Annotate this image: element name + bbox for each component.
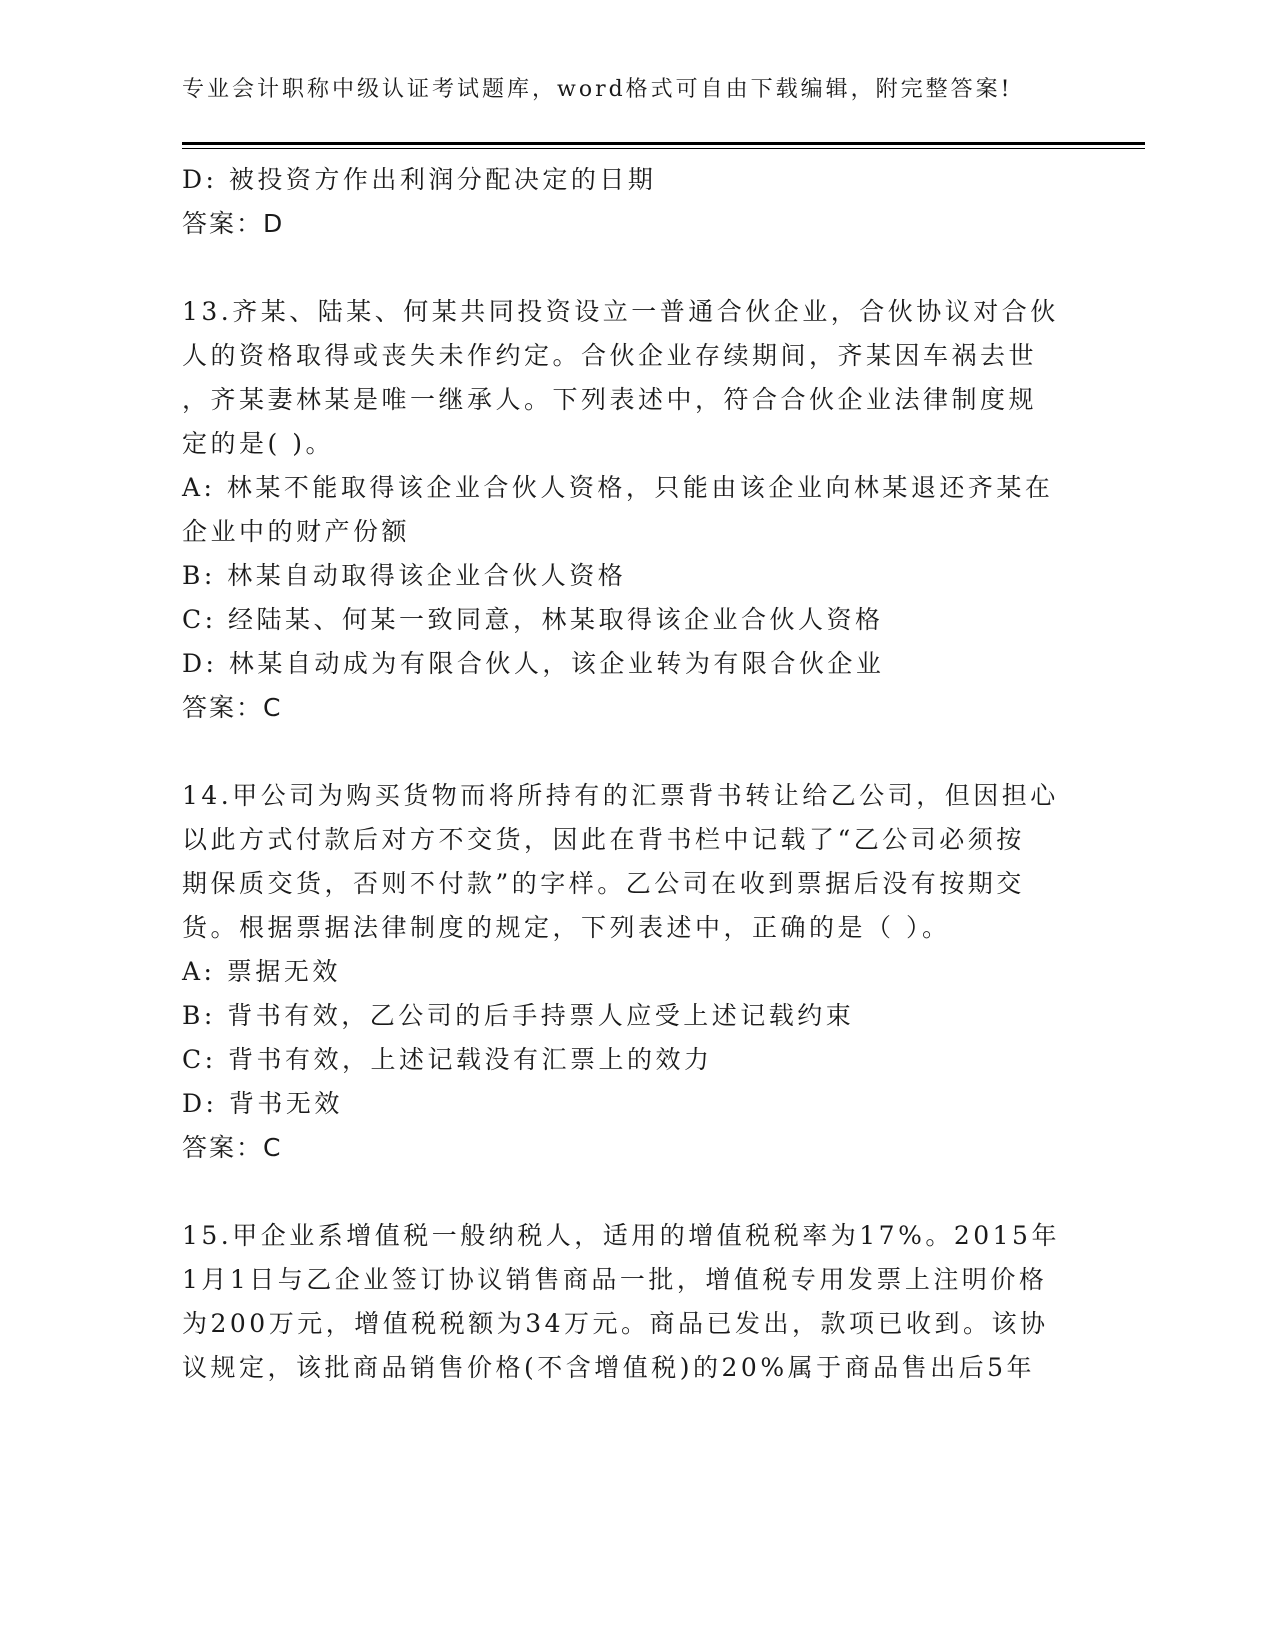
spacer — [182, 730, 1082, 774]
option-d: D: 背书无效 — [182, 1089, 343, 1118]
option-b: B: 林某自动取得该企业合伙人资格 — [182, 561, 627, 590]
question-stem-line: ，齐某妻林某是唯一继承人。下列表述中，符合合伙企业法律制度规 — [182, 385, 1038, 414]
spacer — [182, 246, 1082, 290]
option-a: A: 票据无效 — [182, 957, 341, 986]
question-stem-line: 以此方式付款后对方不交货，因此在背书栏中记载了“乙公司必须按 — [182, 825, 1025, 854]
question-13 — [182, 290, 1082, 730]
option-c: C: 背书有效，上述记载没有汇票上的效力 — [182, 1045, 713, 1074]
question-stem-line: 1月1日与乙企业签订协议销售商品一批，增值税专用发票上注明价格 — [182, 1265, 1048, 1294]
option-d: D: 林某自动成为有限合伙人，该企业转为有限合伙企业 — [182, 649, 885, 678]
question-stem-line: 为200万元，增值税税额为34万元。商品已发出，款项已收到。该协 — [182, 1309, 1049, 1338]
option-a-line: 企业中的财产份额 — [182, 517, 411, 546]
spacer — [182, 1170, 1082, 1214]
question-stem-line: 14.甲公司为购买货物而将所持有的汇票背书转让给乙公司，但因担心 — [182, 781, 1059, 810]
carryover-option-d: D: 被投资方作出利润分配决定的日期 — [182, 165, 657, 194]
header-rule-thin — [182, 148, 1145, 149]
document-body — [182, 158, 1082, 1390]
header-rule-thick — [182, 142, 1145, 145]
question-14 — [182, 774, 1082, 1170]
answer: 答案：C — [182, 693, 283, 722]
question-stem-line: 货。根据票据法律制度的规定，下列表述中，正确的是（ ）。 — [182, 913, 951, 942]
page-header: 专业会计职称中级认证考试题库，word格式可自由下载编辑，附完整答案! — [182, 77, 1013, 102]
question-stem-line: 议规定，该批商品销售价格(不含增值税)的20%属于商品售出后5年 — [182, 1353, 1035, 1382]
option-c: C: 经陆某、何某一致同意，林某取得该企业合伙人资格 — [182, 605, 884, 634]
carryover-answer: 答案：D — [182, 209, 285, 238]
option-a-line: A: 林某不能取得该企业合伙人资格，只能由该企业向林某退还齐某在 — [182, 473, 1054, 502]
question-stem-line: 期保质交货，否则不付款”的字样。乙公司在收到票据后没有按期交 — [182, 869, 1025, 898]
question-stem-line: 定的是( )。 — [182, 429, 334, 458]
question-stem-line: 人的资格取得或丧失未作约定。合伙企业存续期间，齐某因车祸去世 — [182, 341, 1038, 370]
question-stem-line: 15.甲企业系增值税一般纳税人，适用的增值税税率为17%。2015年 — [182, 1221, 1060, 1250]
option-b: B: 背书有效，乙公司的后手持票人应受上述记载约束 — [182, 1001, 855, 1030]
answer: 答案：C — [182, 1133, 283, 1162]
question-15 — [182, 1214, 1082, 1390]
question-stem-line: 13.齐某、陆某、何某共同投资设立一普通合伙企业，合伙协议对合伙 — [182, 297, 1059, 326]
